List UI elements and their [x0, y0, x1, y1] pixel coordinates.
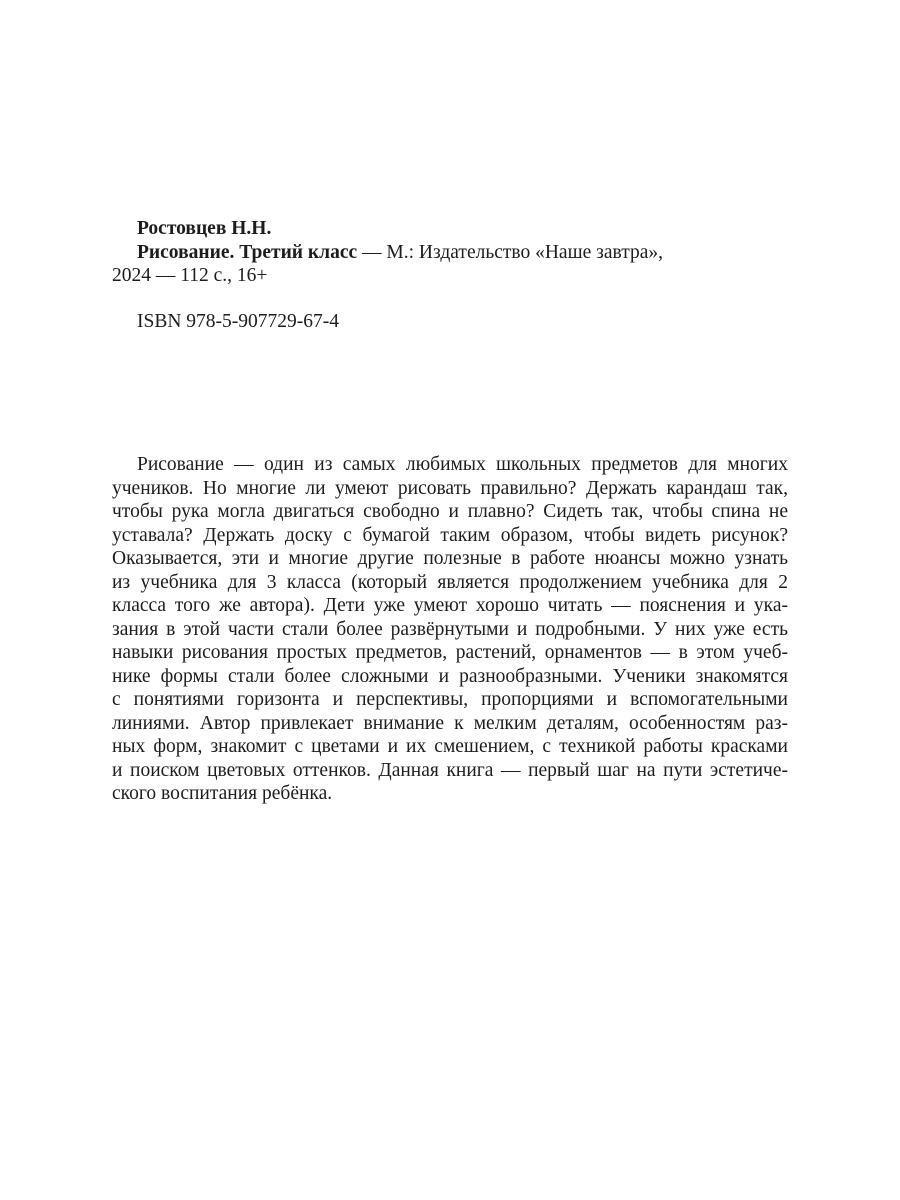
bibliographic-block — [112, 217, 788, 288]
title-line — [112, 241, 788, 265]
annotation-line: ского воспитания ребёнка. — [112, 783, 333, 804]
annotation-paragraph — [112, 453, 788, 806]
annotation-line: чтобы рука могла двигаться свободно и плавно? Сидеть так, чтобы спина не — [112, 501, 788, 522]
annotation-line: и поиском цветовых оттенков. Данная книга — первый шаг на пути эстетиче- — [112, 759, 788, 781]
annotation-line: с понятиями горизонта и перспективы, пропорциями и вспомогательными — [112, 689, 788, 710]
annotation-line: зания в этой части стали более развёрнутыми и подробными. У них уже есть — [112, 618, 788, 640]
annotation-line: класса того же автора). Дети уже умеют хорошо читать — пояснения и ука- — [112, 595, 788, 616]
annotation-line: из учебника для 3 класса (который является продолжением учебника для 2 — [112, 571, 788, 593]
book-title: Рисование. Третий класс — [137, 241, 358, 263]
annotation-line: нике формы стали более сложными и разнообразными. Ученики знакомятся — [112, 665, 788, 687]
annotation-line: ных форм, знакомит с цветами и их смешением, с техникой работы красками — [112, 736, 788, 757]
annotation-line: Оказывается, эти и многие другие полезные в работе нюансы можно узнать — [112, 548, 788, 569]
annotation-line: линиями. Автор привлекает внимание к мелким деталям, особенностям раз- — [112, 712, 788, 734]
year-pages-line: 2024 — 112 с., 16+ — [112, 265, 268, 286]
annotation-line: уставала? Держать доску с бумагой таким образом, чтобы видеть рисунок? — [112, 524, 788, 546]
publisher-info: — М.: Издательство «Наше завтра», — [357, 241, 663, 263]
annotation-line: навыки рисования простых предметов, растений, орнаментов — в этом учеб- — [112, 642, 788, 663]
annotation-line: учеников. Но многие ли умеют рисовать правильно? Держать карандаш так, — [112, 477, 788, 499]
author-line: Ростовцев Н.Н. — [137, 218, 272, 239]
annotation-line: Рисование — один из самых любимых школьных предметов для многих — [137, 454, 788, 475]
isbn-line: ISBN 978-5-907729-67-4 — [137, 311, 340, 332]
